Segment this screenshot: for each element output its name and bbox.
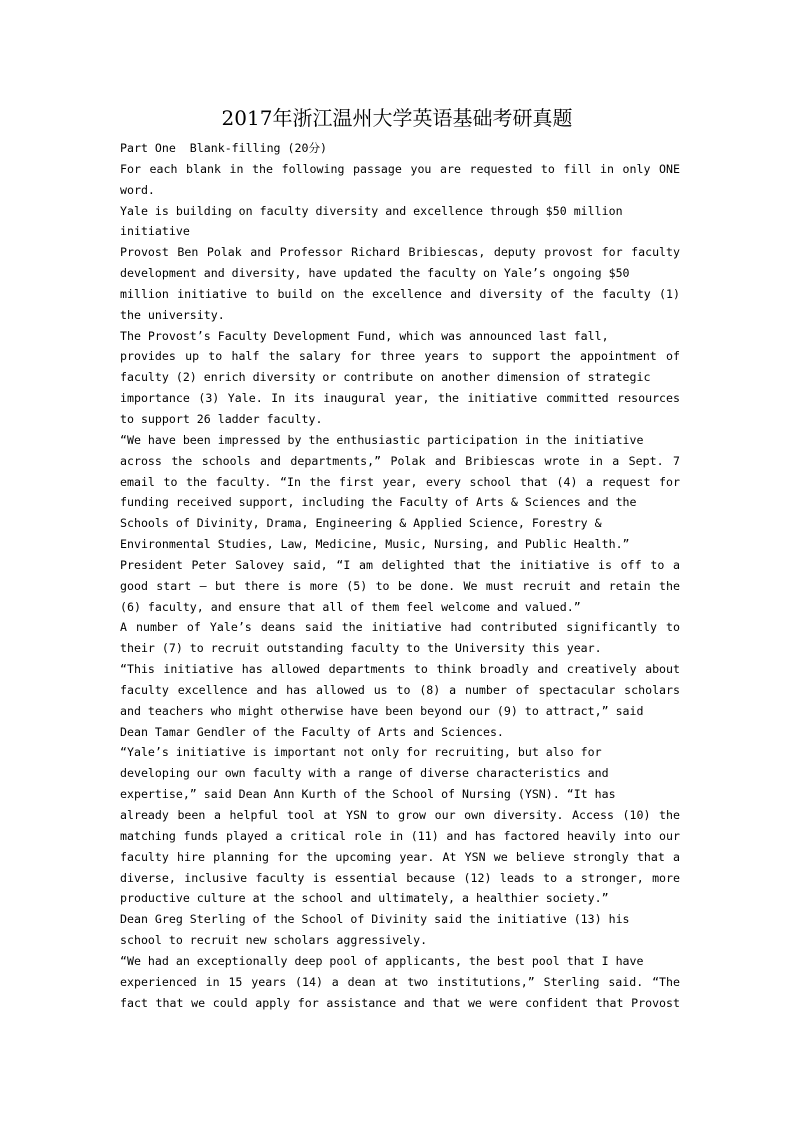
passage-line: experienced in 15 years (14) a dean at two institutions,” Sterling said. “The [120,974,680,989]
passage-line: The Provost’s Faculty Development Fund, which was announced last fall, [120,328,609,343]
passage-line: Yale is building on faculty diversity and excellence through $50 million [120,203,623,218]
passage-line: (6) faculty, and ensure that all of them feel welcome and valued.” [120,599,581,614]
passage-line: provides up to half the salary for three years to support the appointment of [120,349,680,364]
passage-line: faculty (2) enrich diversity or contribute on another dimension of strategic [120,370,651,385]
passage-line: fact that we could apply for assistance and that we were confident that Provost [120,995,680,1010]
passage-line: and teachers who might otherwise have been beyond our (9) to attract,” said [120,703,644,718]
passage-line: productive culture at the school and ultimately, a healthier society.” [120,891,609,906]
passage-line: “We had an exceptionally deep pool of applicants, the best pool that I have [120,953,644,968]
document-title: 2017年浙江温州大学英语基础考研真题 [221,106,573,130]
passage-line: email to the faculty. “In the first year, every school that (4) a request for [120,474,680,489]
passage-line: Part One Blank-filling (20分) [120,141,328,155]
passage-line: good start — but there is more (5) to be done. We must recruit and retain the [120,578,680,593]
passage-line: importance (3) Yale. In its inaugural year, the initiative committed resources [120,391,680,406]
passage-line: “Yale’s initiative is important not only for recruiting, but also for [120,745,602,760]
passage-line: matching funds played a critical role in (11) and has factored heavily into our [120,828,680,843]
passage-line: A number of Yale’s deans said the initiative had contributed significantly to [120,620,680,635]
passage-line: Dean Tamar Gendler of the Faculty of Arts and Sciences. [120,724,504,739]
passage-line: across the schools and departments,” Polak and Bribiescas wrote in a Sept. 7 [120,453,680,468]
passage-line: diverse, inclusive faculty is essential because (12) leads to a stronger, more [120,870,680,885]
passage-line: million initiative to build on the excellence and diversity of the faculty (1) [120,286,680,301]
passage-line: developing our own faculty with a range of diverse characteristics and [120,766,609,781]
passage-line: initiative [120,224,190,239]
passage-line: the university. [120,307,225,322]
passage-line: Provost Ben Polak and Professor Richard Bribiescas, deputy provost for faculty [120,245,680,260]
passage-line: faculty excellence and has allowed us to (8) a number of spectacular scholars [120,682,680,697]
passage-line: word. [120,182,155,197]
passage-body [120,138,680,1013]
passage-line: already been a helpful tool at YSN to grow our own diversity. Access (10) the [120,808,680,822]
passage-line: Environmental Studies, Law, Medicine, Music, Nursing, and Public Health.” [120,537,630,552]
passage-line: faculty hire planning for the upcoming year. At YSN we believe strongly that a [120,849,680,864]
passage-line: “This initiative has allowed departments to think broadly and creatively about [120,662,680,677]
passage-line: Schools of Divinity, Drama, Engineering & Applied Science, Forestry & [120,516,602,531]
passage-line: For each blank in the following passage you are requested to fill in only ONE [120,161,680,176]
passage-line: their (7) to recruit outstanding faculty to the University this year. [120,641,602,656]
passage-line: Dean Greg Sterling of the School of Divinity said the initiative (13) his [120,912,630,927]
passage-line: President Peter Salovey said, “I am delighted that the initiative is off to a [120,557,680,572]
passage-line: to support 26 ladder faculty. [120,411,323,426]
passage-line: expertise,” said Dean Ann Kurth of the School of Nursing (YSN). “It has [120,787,616,802]
passage-line: funding received support, including the Faculty of Arts & Sciences and the [120,495,637,510]
passage-line: school to recruit new scholars aggressively. [120,933,428,948]
passage-line: development and diversity, have updated the faculty on Yale’s ongoing $50 [120,266,630,281]
passage-line: “We have been impressed by the enthusiastic participation in the initiative [120,432,644,447]
